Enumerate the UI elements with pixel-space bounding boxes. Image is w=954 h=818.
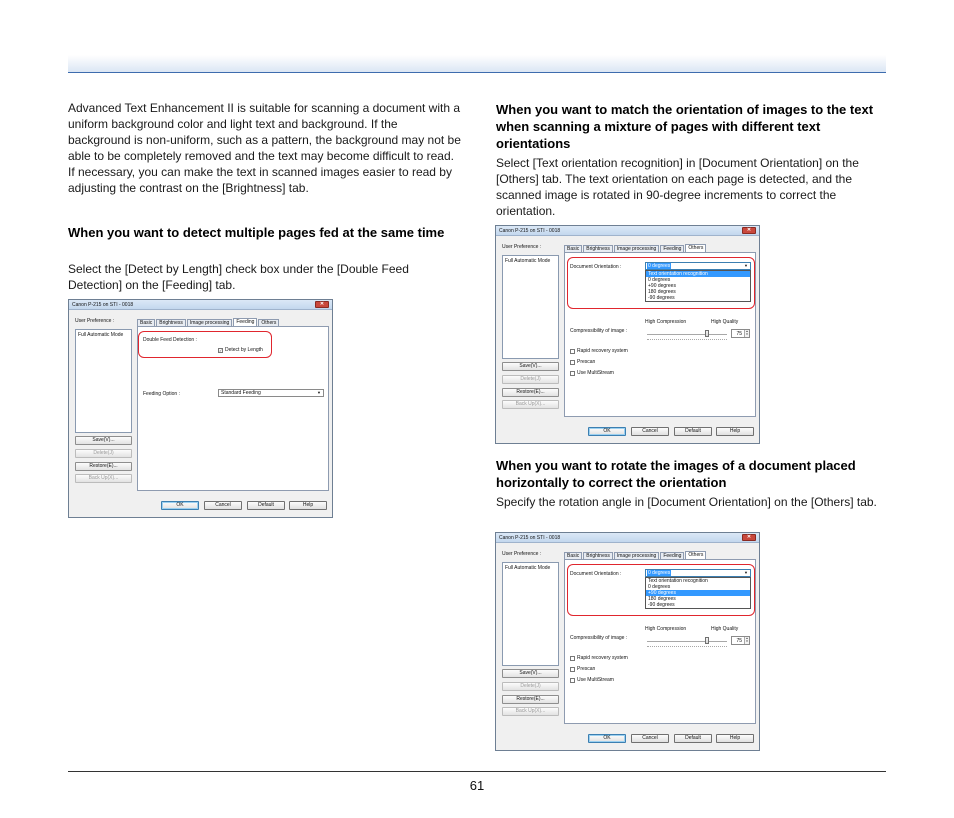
save-button[interactable]: Save(V)...: [75, 436, 132, 445]
intro-paragraph: Advanced Text Enhancement II is suitable for scanning a document with a uniform background color and light text and background. If the background is non-uniform, such as a pattern, the background may not be able to be completely removed and the text may become difficult to read. If necessary, you can make the text in scanned images easier to read by adjusting the contrast on the [Brightness] tab.: [68, 101, 461, 195]
user-preference-label: User Preference :: [502, 244, 542, 250]
delete-button[interactable]: Delete(J): [75, 449, 132, 458]
rapid-recovery-checkbox[interactable]: [570, 348, 628, 354]
feeding-option-value: Standard Feeding: [221, 390, 261, 396]
double-feed-label: Double Feed Detection :: [143, 337, 197, 343]
highlight-document-orientation: [567, 564, 755, 616]
restore-button[interactable]: Restore(E)...: [502, 388, 559, 397]
orientation-option-text-recognition[interactable]: Text orientation recognition: [648, 578, 708, 584]
ok-button[interactable]: OK: [588, 427, 626, 436]
highlight-double-feed: [138, 331, 272, 358]
spin-arrows-icon[interactable]: ▴ ▾: [744, 637, 749, 644]
tab-feeding[interactable]: Feeding: [233, 318, 257, 328]
orientation-option-text-recognition[interactable]: Text orientation recognition: [646, 271, 750, 277]
orientation-body: Select [Text orientation recognition] in [Document Orientation] on the [Others] tab. The text orientation on each page is detected, and the scanned image is rotated in 90-degree increments to correct the orientation.: [496, 156, 859, 218]
rotate-heading: When you want to rotate the images of a document placed horizontally to correct the orientation: [496, 458, 856, 490]
high-quality-label: High Quality: [711, 626, 739, 632]
save-button[interactable]: Save(V)...: [502, 669, 559, 678]
checkbox-box: [570, 360, 575, 365]
footer-rule: [68, 771, 886, 772]
compressibility-spinbox[interactable]: [731, 329, 750, 338]
help-button[interactable]: Help: [716, 734, 754, 743]
compressibility-slider-thumb[interactable]: [705, 330, 709, 337]
document-orientation-value: 0 degrees: [648, 263, 671, 269]
save-button[interactable]: Save(V)...: [502, 362, 559, 371]
checkbox-box: [570, 349, 575, 354]
document-orientation-label: Document Orientation :: [570, 571, 622, 577]
user-preference-label: User Preference :: [75, 318, 115, 324]
tab-basic[interactable]: Basic: [137, 319, 155, 327]
backup-button[interactable]: Back Up(X)...: [75, 474, 132, 483]
help-button[interactable]: Help: [289, 501, 327, 510]
tab-brightness[interactable]: Brightness: [156, 319, 186, 327]
chevron-down-icon: ▼: [317, 390, 321, 395]
user-preference-item[interactable]: Full Automatic Mode: [505, 565, 551, 571]
compressibility-slider-track[interactable]: [647, 334, 727, 335]
default-button[interactable]: Default: [247, 501, 285, 510]
title-bar: [496, 226, 759, 236]
tab-others[interactable]: Others: [258, 319, 279, 327]
window-title: Canon P-215 on STI - 0018: [499, 228, 561, 234]
tab-image-processing[interactable]: Image processing: [614, 245, 659, 253]
prescan-label: Prescan: [577, 666, 596, 672]
tab-others[interactable]: Others: [685, 551, 706, 561]
user-preference-item[interactable]: Full Automatic Mode: [505, 258, 551, 264]
high-compression-label: High Compression: [645, 626, 687, 632]
delete-button[interactable]: Delete(J): [502, 682, 559, 691]
title-bar: [496, 533, 759, 543]
page-number: 61: [469, 778, 485, 793]
double-feed-body: Select the [Detect by Length] check box under the [Double Feed Detection] on the [Feeding] tab.: [68, 262, 409, 292]
close-icon[interactable]: ✕: [742, 227, 756, 234]
chevron-down-icon: ▼: [744, 263, 748, 268]
ok-button[interactable]: OK: [161, 501, 199, 510]
chevron-down-icon: ▼: [744, 570, 748, 575]
rapid-recovery-label: Rapid recovery system: [577, 348, 628, 354]
document-orientation-label: Document Orientation :: [570, 264, 622, 270]
window-title: Canon P-215 on STI - 0018: [72, 302, 134, 308]
compressibility-slider-track[interactable]: [647, 641, 727, 642]
cancel-button[interactable]: Cancel: [631, 427, 669, 436]
multistream-checkbox[interactable]: [570, 677, 614, 683]
rapid-recovery-checkbox[interactable]: [570, 655, 628, 661]
double-feed-heading: When you want to detect multiple pages fed at the same time: [68, 225, 445, 240]
checkbox-box: [570, 678, 575, 683]
checkbox-box: [570, 656, 575, 661]
high-quality-label: High Quality: [711, 319, 739, 325]
tab-feeding[interactable]: Feeding: [660, 245, 684, 253]
compressibility-value: 75: [736, 331, 742, 337]
compressibility-slider-ticks: [647, 339, 727, 341]
backup-button[interactable]: Back Up(X)...: [502, 707, 559, 716]
orientation-option-0[interactable]: 0 degrees: [648, 584, 671, 590]
document-orientation-value: 0 degrees: [648, 570, 671, 576]
ok-button[interactable]: OK: [588, 734, 626, 743]
compressibility-label: Compressibility of image :: [570, 635, 628, 641]
user-preference-list[interactable]: [502, 255, 559, 359]
delete-button[interactable]: Delete(J): [502, 375, 559, 384]
checkbox-check-icon: ✓: [219, 347, 223, 353]
prescan-label: Prescan: [577, 359, 596, 365]
tab-others[interactable]: Others: [685, 244, 706, 254]
tab-brightness[interactable]: Brightness: [583, 552, 613, 560]
high-compression-label: High Compression: [645, 319, 687, 325]
close-icon[interactable]: ✕: [315, 301, 329, 308]
compressibility-label: Compressibility of image :: [570, 328, 628, 334]
restore-button[interactable]: Restore(E)...: [75, 462, 132, 471]
default-button[interactable]: Default: [674, 734, 712, 743]
prescan-checkbox[interactable]: [570, 666, 595, 672]
user-preference-list[interactable]: [75, 329, 132, 433]
feeding-option-select[interactable]: [218, 389, 324, 397]
compressibility-slider-ticks: [647, 646, 727, 648]
help-button[interactable]: Help: [716, 427, 754, 436]
rotate-body: Specify the rotation angle in [Document Orientation] on the [Others] tab.: [496, 495, 877, 509]
title-bar: [69, 300, 332, 310]
compressibility-slider-thumb[interactable]: [705, 637, 709, 644]
tab-feeding[interactable]: Feeding: [660, 552, 684, 560]
close-icon[interactable]: ✕: [742, 534, 756, 541]
multistream-label: Use MultiStream: [577, 370, 614, 376]
multistream-checkbox[interactable]: [570, 370, 614, 376]
orientation-option-180[interactable]: 180 degrees: [648, 289, 676, 295]
window-title: Canon P-215 on STI - 0018: [499, 535, 561, 541]
tab-basic[interactable]: Basic: [564, 245, 582, 253]
tab-basic[interactable]: Basic: [564, 552, 582, 560]
cancel-button[interactable]: Cancel: [631, 734, 669, 743]
checkbox-box: [570, 667, 575, 672]
user-preference-item[interactable]: Full Automatic Mode: [78, 332, 124, 338]
orientation-option-180[interactable]: 180 degrees: [648, 596, 676, 602]
feeding-option-label: Feeding Option :: [143, 391, 180, 397]
compressibility-value: 75: [736, 638, 742, 644]
multistream-label: Use MultiStream: [577, 677, 614, 683]
orientation-option-plus90[interactable]: +90 degrees: [646, 590, 750, 596]
default-button[interactable]: Default: [674, 427, 712, 436]
orientation-option-minus90[interactable]: -90 degrees: [648, 602, 675, 608]
prescan-checkbox[interactable]: [570, 359, 595, 365]
orientation-heading: When you want to match the orientation of images to the text when scanning a mixture of pages with different text orientations: [496, 102, 874, 151]
others-dialog-rotation: [495, 532, 760, 751]
spin-arrows-icon[interactable]: ▴ ▾: [744, 330, 749, 337]
cancel-button[interactable]: Cancel: [204, 501, 242, 510]
detect-by-length-label: Detect by Length: [225, 347, 263, 353]
user-preference-label: User Preference :: [502, 551, 542, 557]
orientation-option-minus90[interactable]: -90 degrees: [648, 295, 675, 301]
orientation-option-0[interactable]: 0 degrees: [648, 277, 671, 283]
rapid-recovery-label: Rapid recovery system: [577, 655, 628, 661]
compressibility-spinbox[interactable]: [731, 636, 750, 645]
checkbox-box: [570, 371, 575, 376]
orientation-option-plus90[interactable]: +90 degrees: [648, 283, 676, 289]
tab-image-processing[interactable]: Image processing: [187, 319, 232, 327]
others-dialog-text-recognition: [495, 225, 760, 444]
user-preference-list[interactable]: [502, 562, 559, 666]
feeding-dialog: [68, 299, 333, 518]
highlight-document-orientation: [567, 257, 755, 309]
backup-button[interactable]: Back Up(X)...: [502, 400, 559, 409]
tab-brightness[interactable]: Brightness: [583, 245, 613, 253]
tab-image-processing[interactable]: Image processing: [614, 552, 659, 560]
header-band: [68, 55, 886, 73]
restore-button[interactable]: Restore(E)...: [502, 695, 559, 704]
